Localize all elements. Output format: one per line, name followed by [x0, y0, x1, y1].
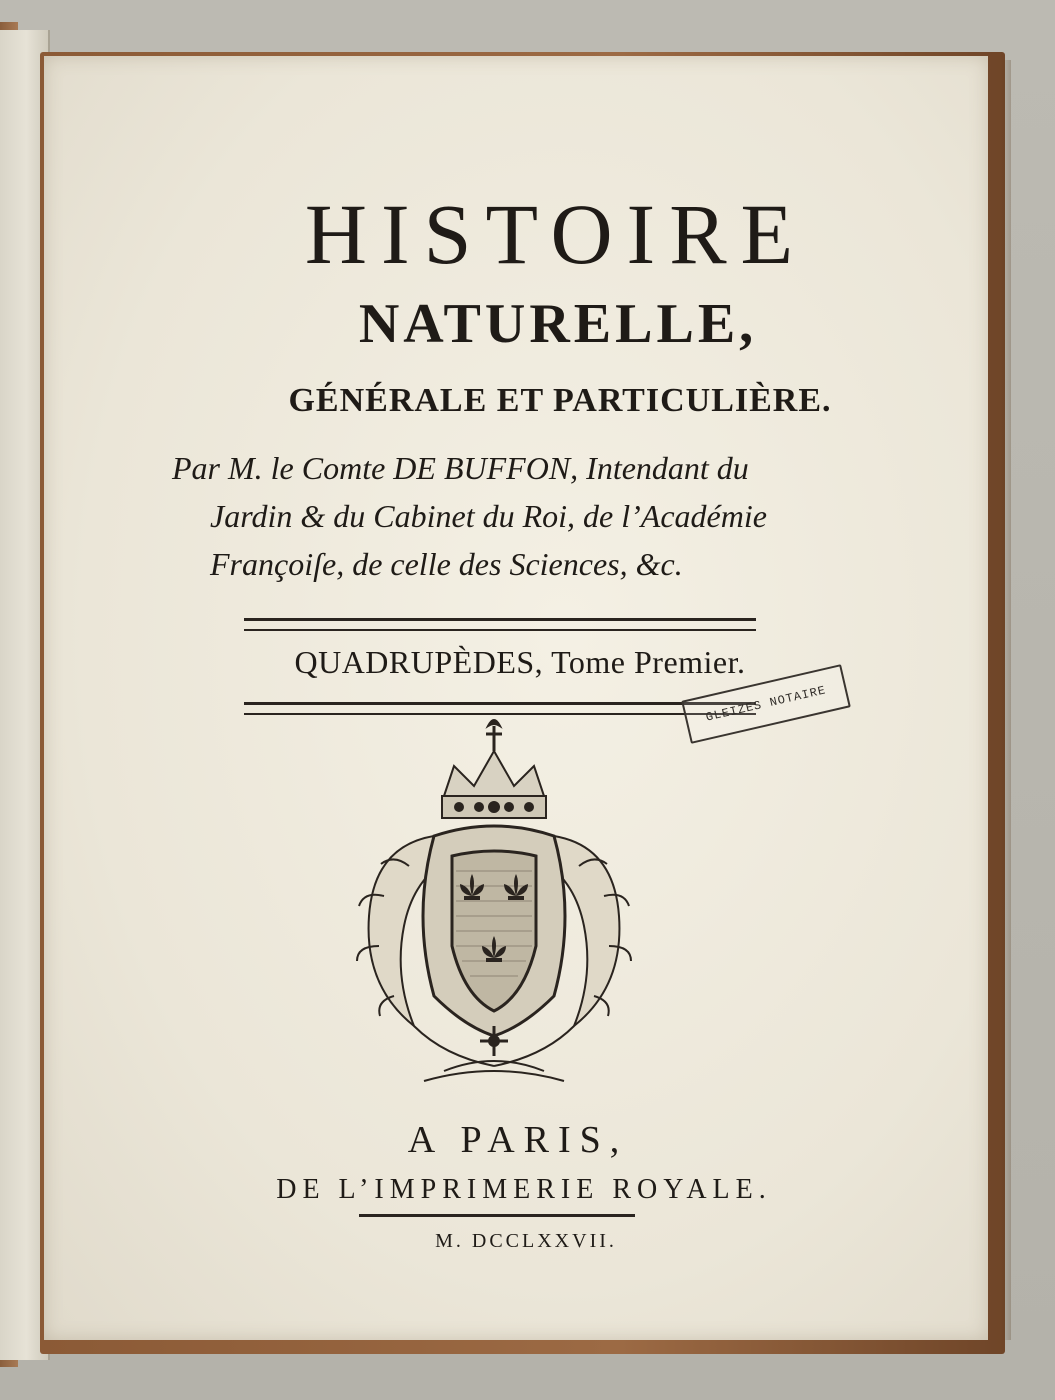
double-rule-top: [244, 618, 756, 631]
page-edge-shadow: [1001, 60, 1011, 1340]
imprint-year: M. DCCLXXVII.: [435, 1230, 617, 1252]
stamp-text: GLEIZES NOTAIRE: [704, 683, 828, 725]
author-line-3: Françoiſe, de celle des Sciences, &c.: [210, 546, 683, 582]
title-page: [44, 56, 988, 1340]
volume-title: QUADRUPÈDES, Tome Premier.: [294, 644, 746, 680]
author-line-1: Par M. le Comte DE BUFFON, Intendant du: [172, 450, 749, 486]
royal-arms-of-france-icon: [314, 696, 674, 1096]
title-histoire: HISTOIRE: [304, 186, 808, 282]
title-naturelle: NATURELLE,: [358, 293, 758, 355]
imprint-place: A PARIS,: [407, 1119, 629, 1161]
author-line-2: Jardin & du Cabinet du Roi, de l’Académie: [210, 498, 767, 534]
title-subtitle: GÉNÉRALE ET PARTICULIÈRE.: [288, 382, 832, 419]
imprint-printer: DE L’IMPRIMERIE ROYALE.: [276, 1174, 772, 1205]
imprint-rule: [359, 1214, 635, 1221]
